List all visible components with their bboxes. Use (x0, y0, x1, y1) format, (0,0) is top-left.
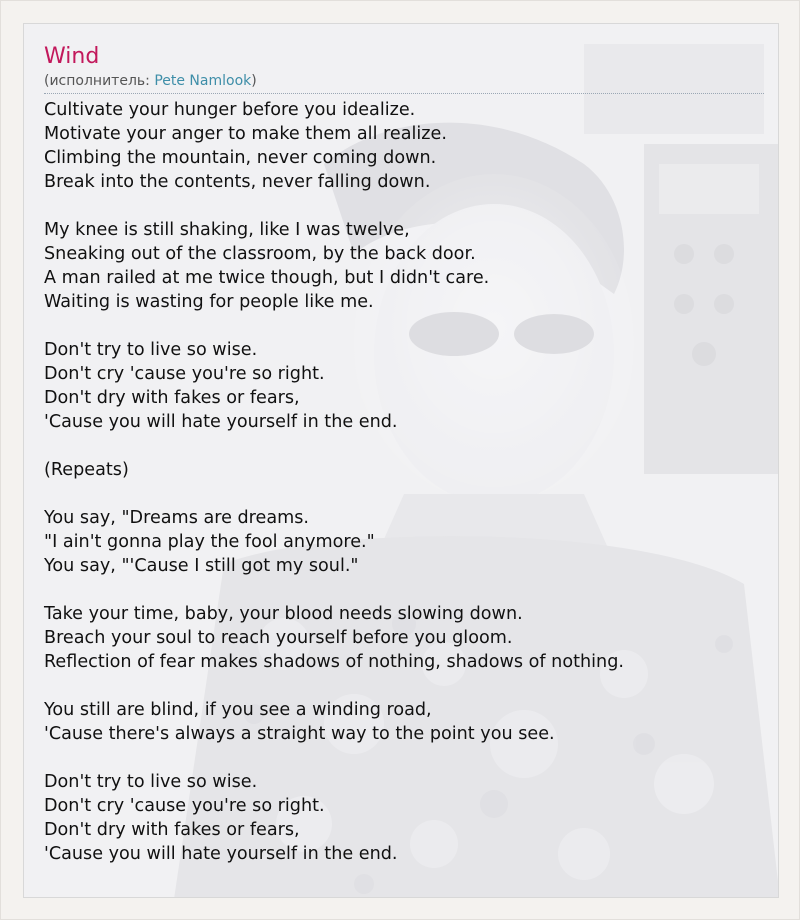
lyric-line: A man railed at me twice though, but I didn't care. (44, 268, 490, 288)
artist-link[interactable]: Pete Namlook (154, 73, 252, 89)
stanza-gap (44, 578, 764, 602)
stanza-gap (44, 746, 764, 770)
song-title: Wind (44, 44, 100, 69)
artist-prefix: (исполнитель: (44, 73, 155, 89)
lyric-line: Don't dry with fakes or fears, (44, 388, 300, 408)
lyrics-stanza (44, 98, 764, 194)
lyric-line: Climbing the mountain, never coming down. (44, 148, 437, 168)
lyric-line: Cultivate your hunger before you idealize. (44, 100, 416, 120)
lyric-line: Breach your soul to reach yourself before you gloom. (44, 628, 513, 648)
lyric-line: Don't try to live so wise. (44, 340, 258, 360)
lyrics-stanza (44, 602, 764, 674)
lyrics-stanza (44, 458, 764, 482)
lyrics-card (23, 23, 779, 898)
lyric-line: Don't cry 'cause you're so right. (44, 364, 325, 384)
lyric-line: 'Cause there's always a straight way to the point you see. (44, 724, 555, 744)
stanza-gap (44, 434, 764, 458)
lyric-line: Waiting is wasting for people like me. (44, 292, 374, 312)
lyrics-stanza (44, 770, 764, 866)
lyrics-stanza (44, 338, 764, 434)
lyric-line: Motivate your anger to make them all realize. (44, 124, 447, 144)
lyric-line: Don't try to live so wise. (44, 772, 258, 792)
song-content (44, 42, 764, 866)
lyric-line: My knee is still shaking, like I was twelve, (44, 220, 410, 240)
stanza-gap (44, 674, 764, 698)
lyric-line: Take your time, baby, your blood needs slowing down. (44, 604, 523, 624)
artist-line (44, 72, 764, 94)
lyrics-stanza (44, 698, 764, 746)
lyric-line: Don't dry with fakes or fears, (44, 820, 300, 840)
lyric-line: (Repeats) (44, 460, 129, 480)
lyric-line: You still are blind, if you see a winding road, (44, 700, 432, 720)
stanza-gap (44, 194, 764, 218)
lyric-line: 'Cause you will hate yourself in the end. (44, 844, 398, 864)
lyric-line: Sneaking out of the classroom, by the back door. (44, 244, 476, 264)
lyric-line: 'Cause you will hate yourself in the end. (44, 412, 398, 432)
stanza-gap (44, 482, 764, 506)
stanza-gap (44, 314, 764, 338)
lyric-line: Reflection of fear makes shadows of nothing, shadows of nothing. (44, 652, 624, 672)
lyrics-body (44, 98, 764, 866)
artist-suffix: ) (251, 73, 257, 89)
lyric-line: Break into the contents, never falling down. (44, 172, 431, 192)
lyrics-stanza (44, 506, 764, 578)
lyric-line: You say, "Dreams are dreams. (44, 508, 310, 528)
lyric-line: You say, "'Cause I still got my soul." (44, 556, 359, 576)
lyrics-stanza (44, 218, 764, 314)
lyric-line: Don't cry 'cause you're so right. (44, 796, 325, 816)
lyric-line: "I ain't gonna play the fool anymore." (44, 532, 375, 552)
